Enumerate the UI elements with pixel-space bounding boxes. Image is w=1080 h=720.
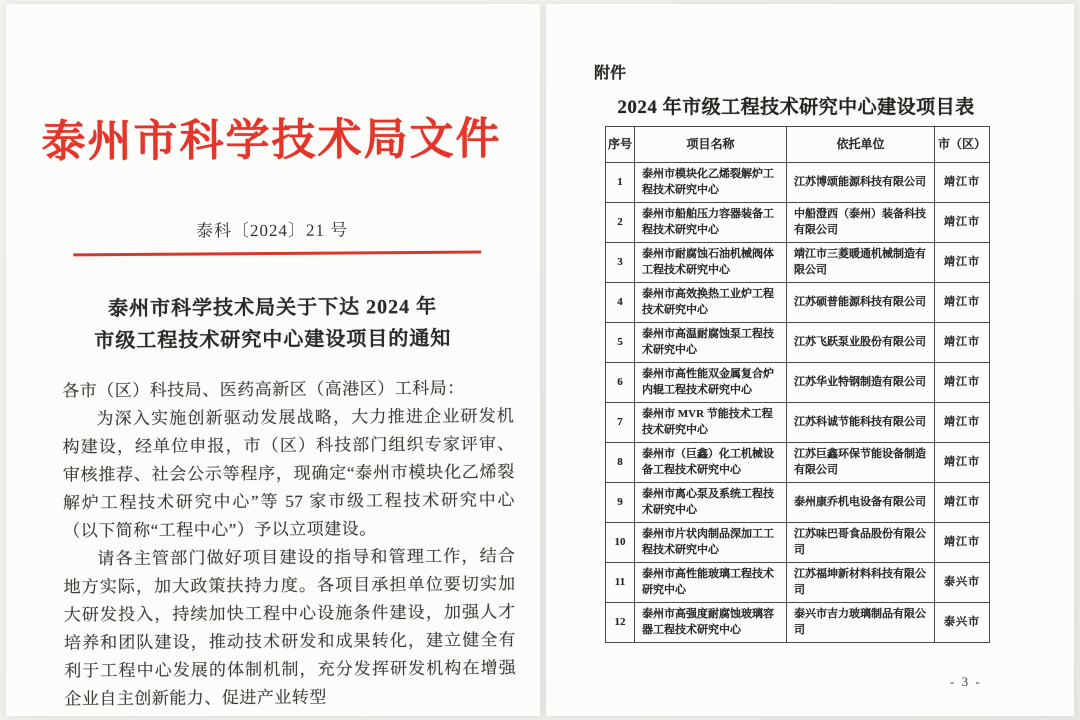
doc-title-line1: 泰州市科学技术局关于下达 2024 年 xyxy=(108,295,438,321)
host-unit: 靖江市三菱暖通机械制造有限公司 xyxy=(787,243,935,283)
doc-body xyxy=(62,374,516,713)
doc-title xyxy=(6,290,540,358)
project-name: 泰州市高强度耐腐蚀玻璃容器工程技术研究中心 xyxy=(635,603,787,643)
row-number: 4 xyxy=(606,283,635,323)
table-row xyxy=(606,603,990,643)
project-name: 泰州市船舶压力容器装备工程技术研究中心 xyxy=(635,203,787,243)
host-unit: 江苏巨鑫环保节能设备制造有限公司 xyxy=(787,443,935,483)
city-region: 靖江市 xyxy=(935,443,990,483)
project-name: 泰州市耐腐蚀石油机械阀体工程技术研究中心 xyxy=(635,243,787,283)
page-left xyxy=(6,4,540,716)
table-row xyxy=(606,283,990,323)
project-name: 泰州市高温耐腐蚀泵工程技术研究中心 xyxy=(635,323,787,363)
table-row xyxy=(606,363,990,403)
host-unit: 江苏味巴哥食品股份有限公司 xyxy=(787,523,935,563)
projects-table xyxy=(605,126,990,643)
host-unit: 江苏福坤新材料科技有限公司 xyxy=(787,563,935,603)
project-name: 泰州市 MVR 节能技术工程技术研究中心 xyxy=(635,403,787,443)
table-row xyxy=(606,323,990,363)
city-region: 靖江市 xyxy=(935,483,990,523)
project-name: 泰州市高效换热工业炉工程技术研究中心 xyxy=(635,283,787,323)
page-number: - 3 - xyxy=(950,674,982,689)
city-region: 靖江市 xyxy=(935,283,990,323)
row-number: 2 xyxy=(606,203,635,243)
host-unit: 江苏硕普能源科技有限公司 xyxy=(787,283,935,323)
project-name: 泰州市模块化乙烯裂解炉工程技术研究中心 xyxy=(635,163,787,203)
column-header-0: 序号 xyxy=(606,127,635,163)
city-region: 靖江市 xyxy=(935,163,990,203)
host-unit: 江苏科诚节能科技有限公司 xyxy=(787,403,935,443)
row-number: 5 xyxy=(606,323,635,363)
city-region: 靖江市 xyxy=(935,243,990,283)
host-unit: 江苏华业特钢制造有限公司 xyxy=(787,363,935,403)
table-row xyxy=(606,523,990,563)
row-number: 6 xyxy=(606,363,635,403)
paragraph-1: 为深入实施创新驱动发展战略，大力推进企业研发机构建设，经单位申报，市（区）科技部门组织专家评审、审核推荐、社会公示等程序，现确定“泰州市模块化乙烯裂解炉工程技术研究中心”等 57 家市级工程技术研究中心（以下简称“工程中心”）予以立项建设。 xyxy=(62,406,516,541)
city-region: 泰兴市 xyxy=(935,603,990,643)
host-unit: 中船澄西（泰州）装备科技有限公司 xyxy=(787,203,935,243)
table-title: 2024 年市级工程技术研究中心建设项目表 xyxy=(617,97,975,118)
table-row xyxy=(606,483,990,523)
row-number: 11 xyxy=(606,563,635,603)
host-unit: 江苏飞跃泵业股份有限公司 xyxy=(787,323,935,363)
city-region: 靖江市 xyxy=(935,523,990,563)
table-row xyxy=(606,163,990,203)
attachment-label: 附件 xyxy=(594,65,627,82)
host-unit: 泰州康乔机电设备有限公司 xyxy=(787,483,935,523)
row-number: 12 xyxy=(606,603,635,643)
column-header-1: 项目名称 xyxy=(635,127,787,163)
project-name: 泰州市（巨鑫）化工机械设备工程技术研究中心 xyxy=(635,443,787,483)
table-header-row xyxy=(606,127,990,163)
project-name: 泰州市高性能玻璃工程技术研究中心 xyxy=(635,563,787,603)
host-unit: 泰兴市吉力玻璃制品有限公司 xyxy=(787,603,935,643)
projects-table-body xyxy=(606,163,990,643)
table-row xyxy=(606,443,990,483)
row-number: 7 xyxy=(606,403,635,443)
doc-title-line2: 市级工程技术研究中心建设项目的通知 xyxy=(94,327,452,353)
agency-title: 泰州市科学技术局文件 xyxy=(41,114,502,167)
page-right xyxy=(546,4,1074,716)
table-row xyxy=(606,203,990,243)
project-name: 泰州市离心泵及系统工程技术研究中心 xyxy=(635,483,787,523)
city-region: 泰兴市 xyxy=(935,563,990,603)
doc-number: 泰科〔2024〕21 号 xyxy=(195,220,349,241)
row-number: 3 xyxy=(606,243,635,283)
host-unit: 江苏博颂能源科技有限公司 xyxy=(787,163,935,203)
city-region: 靖江市 xyxy=(935,403,990,443)
table-row xyxy=(606,563,990,603)
row-number: 8 xyxy=(606,443,635,483)
table-row xyxy=(606,403,990,443)
city-region: 靖江市 xyxy=(935,323,990,363)
city-region: 靖江市 xyxy=(935,203,990,243)
project-name: 泰州市片状肉制品深加工工程技术研究中心 xyxy=(635,523,787,563)
row-number: 10 xyxy=(606,523,635,563)
column-header-2: 依托单位 xyxy=(787,127,935,163)
red-divider xyxy=(73,251,481,257)
row-number: 1 xyxy=(606,163,635,203)
page-left-content xyxy=(4,2,543,718)
project-name: 泰州市高性能双金属复合炉内辊工程技术研究中心 xyxy=(635,363,787,403)
row-number: 9 xyxy=(606,483,635,523)
paragraph-2: 请各主管部门做好项目建设的指导和管理工作，结合地方实际，加大政策扶持力度。各项目承担单位要切实加大研发投入，持续加快工程中心设施条件建设，加强人才培养和团队建设，推动技术研发和成果转化，建立健全有利于工程中心发展的体制机制，充分发挥研发机构在增强企业自主创新能力、促进产业转型 xyxy=(63,546,517,709)
column-header-3: 市（区） xyxy=(935,127,990,163)
table-row xyxy=(606,243,990,283)
salutation: 各市（区）科技局、医药高新区（高港区）工科局： xyxy=(62,378,465,401)
city-region: 靖江市 xyxy=(935,363,990,403)
